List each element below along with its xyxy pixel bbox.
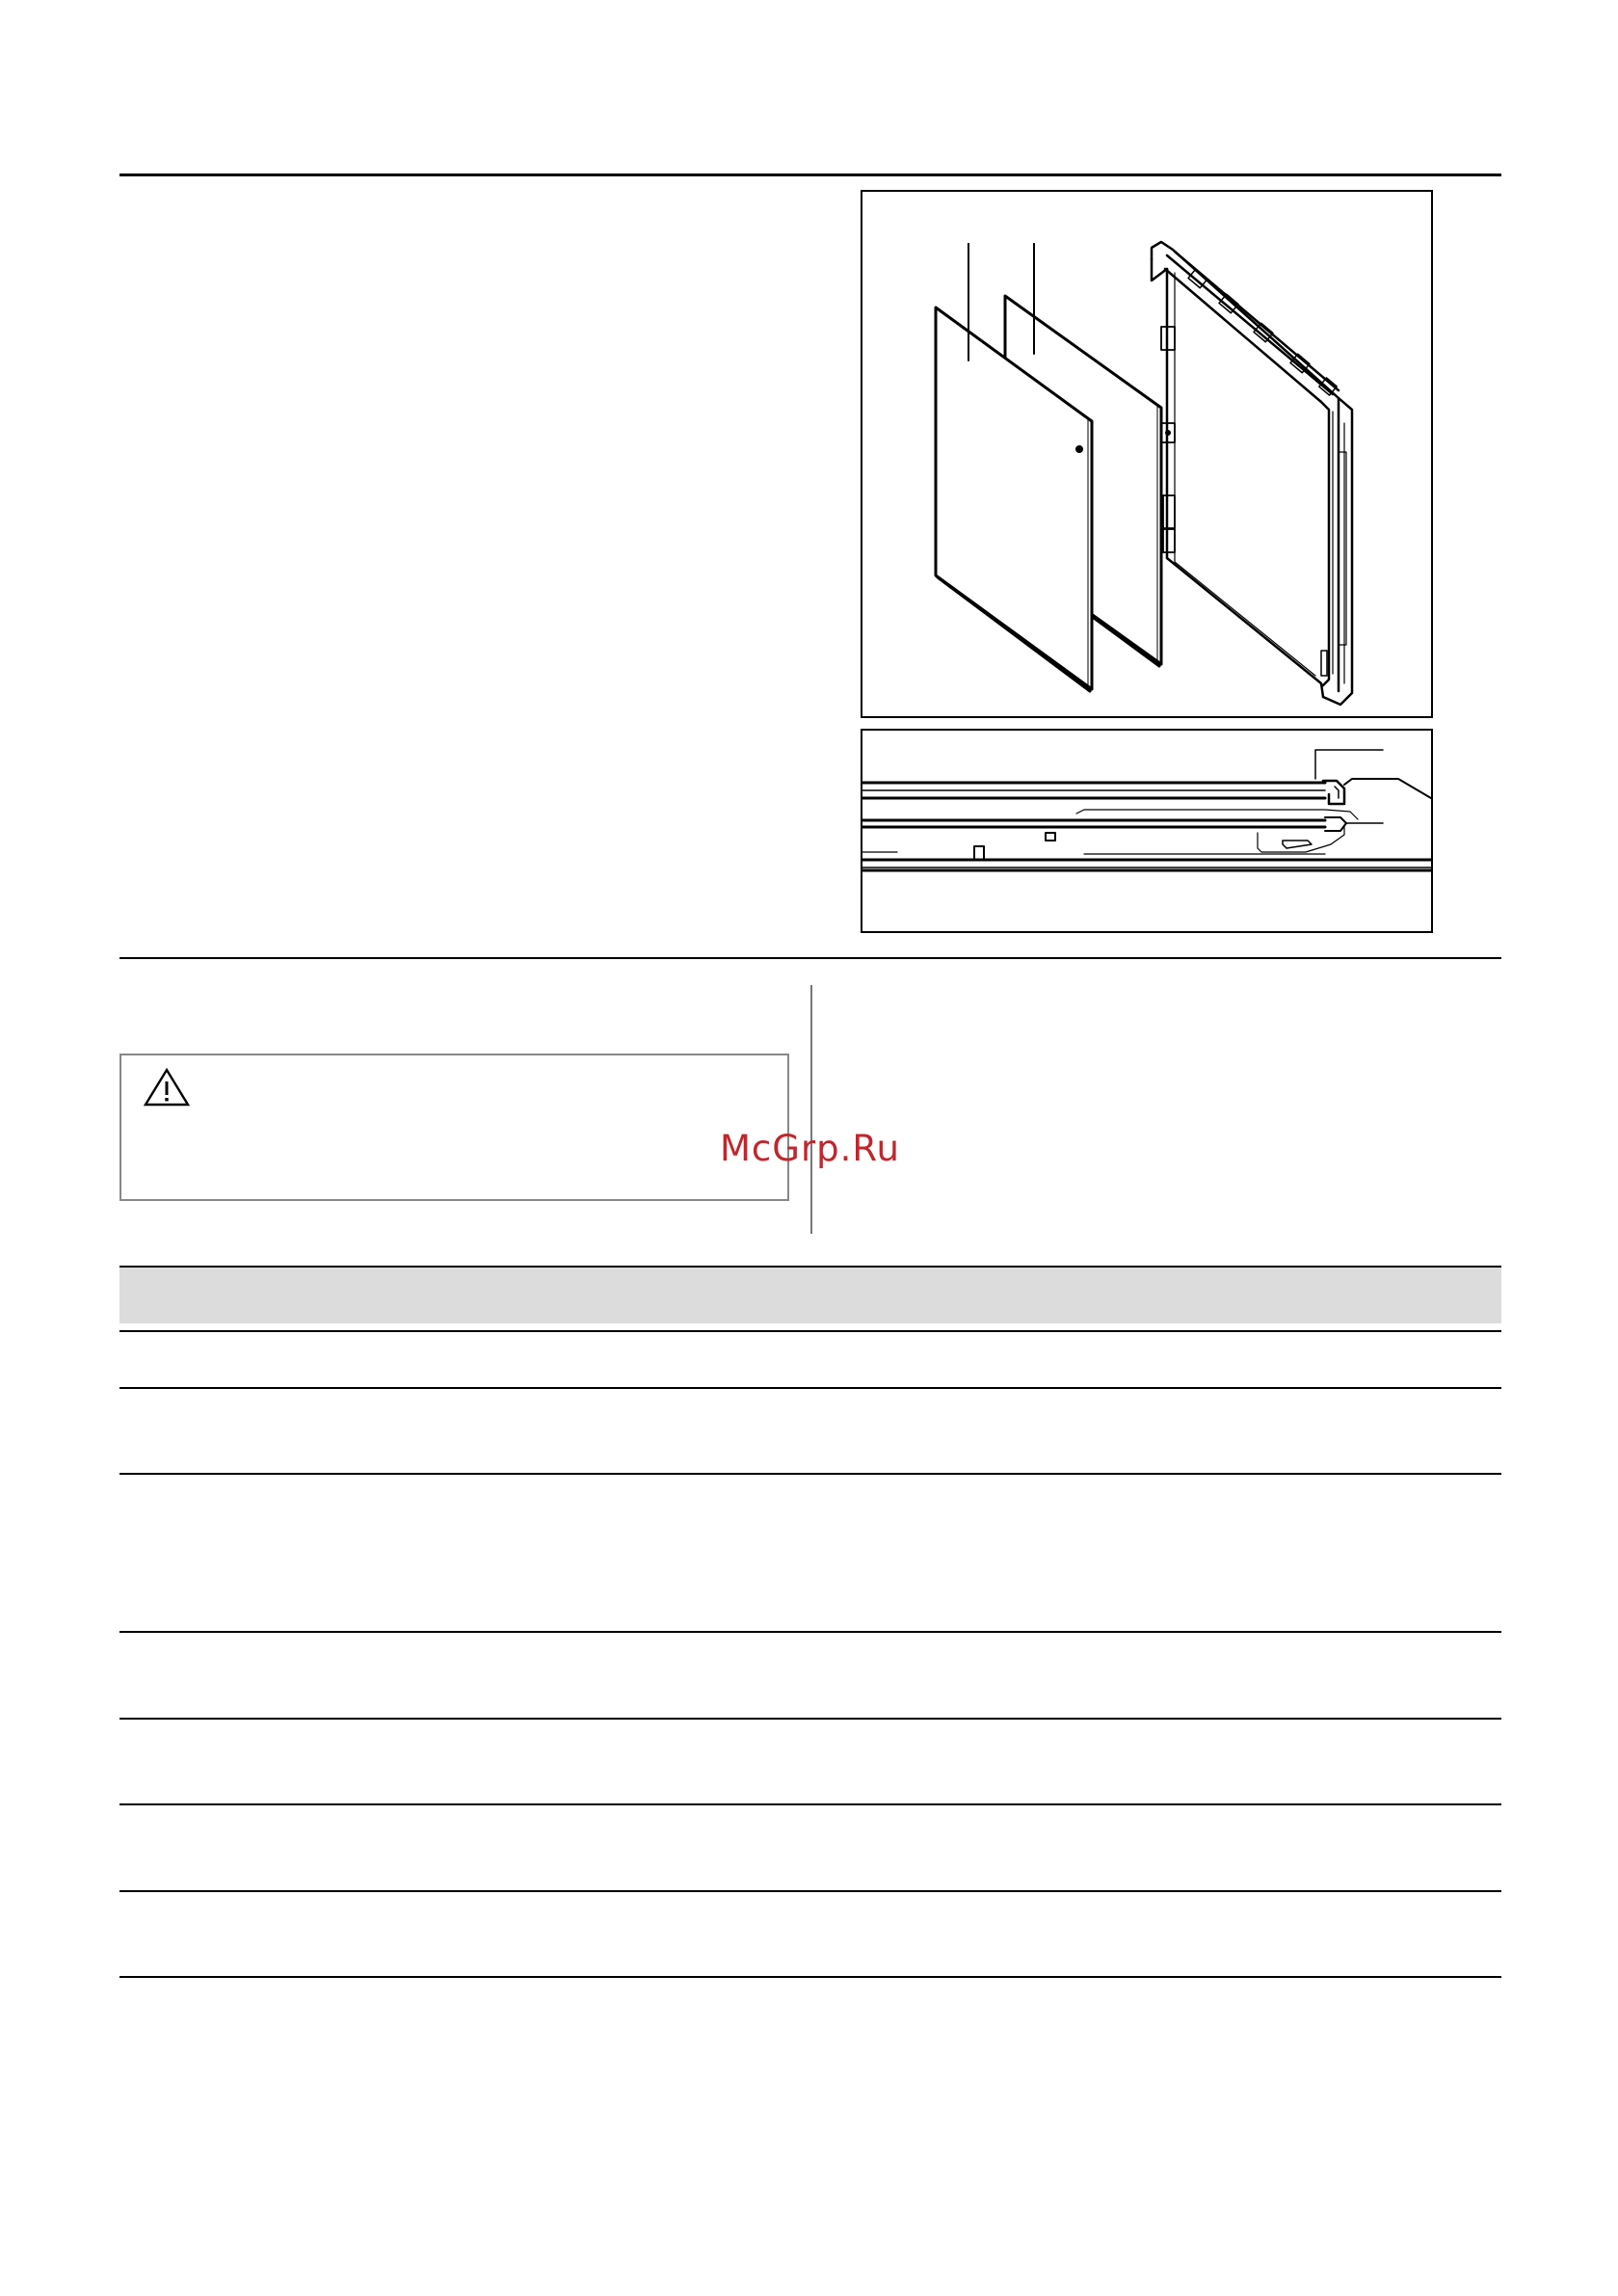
table-row — [119, 1976, 1501, 1978]
table-row — [119, 1718, 1501, 1720]
table-row — [119, 1473, 1501, 1475]
table-row — [119, 1387, 1501, 1389]
watermark-text: McGrp.Ru — [720, 1128, 900, 1169]
warning-box — [119, 1054, 789, 1201]
table-row — [119, 1803, 1501, 1805]
table-row — [119, 1890, 1501, 1892]
door-glass-exploded-drawing — [862, 192, 1431, 716]
door-glass-exploded-figure — [861, 190, 1433, 718]
top-section-rule — [119, 174, 1501, 176]
middle-section-rule — [119, 957, 1501, 959]
warning-triangle-icon — [143, 1067, 191, 1108]
table-row — [119, 1631, 1501, 1633]
table-header — [119, 1266, 1501, 1323]
door-glass-section-figure — [861, 729, 1433, 933]
door-frame — [1152, 242, 1352, 705]
column-divider — [810, 985, 812, 1234]
door-glass-section-drawing — [862, 731, 1431, 931]
table-row — [119, 1330, 1501, 1332]
